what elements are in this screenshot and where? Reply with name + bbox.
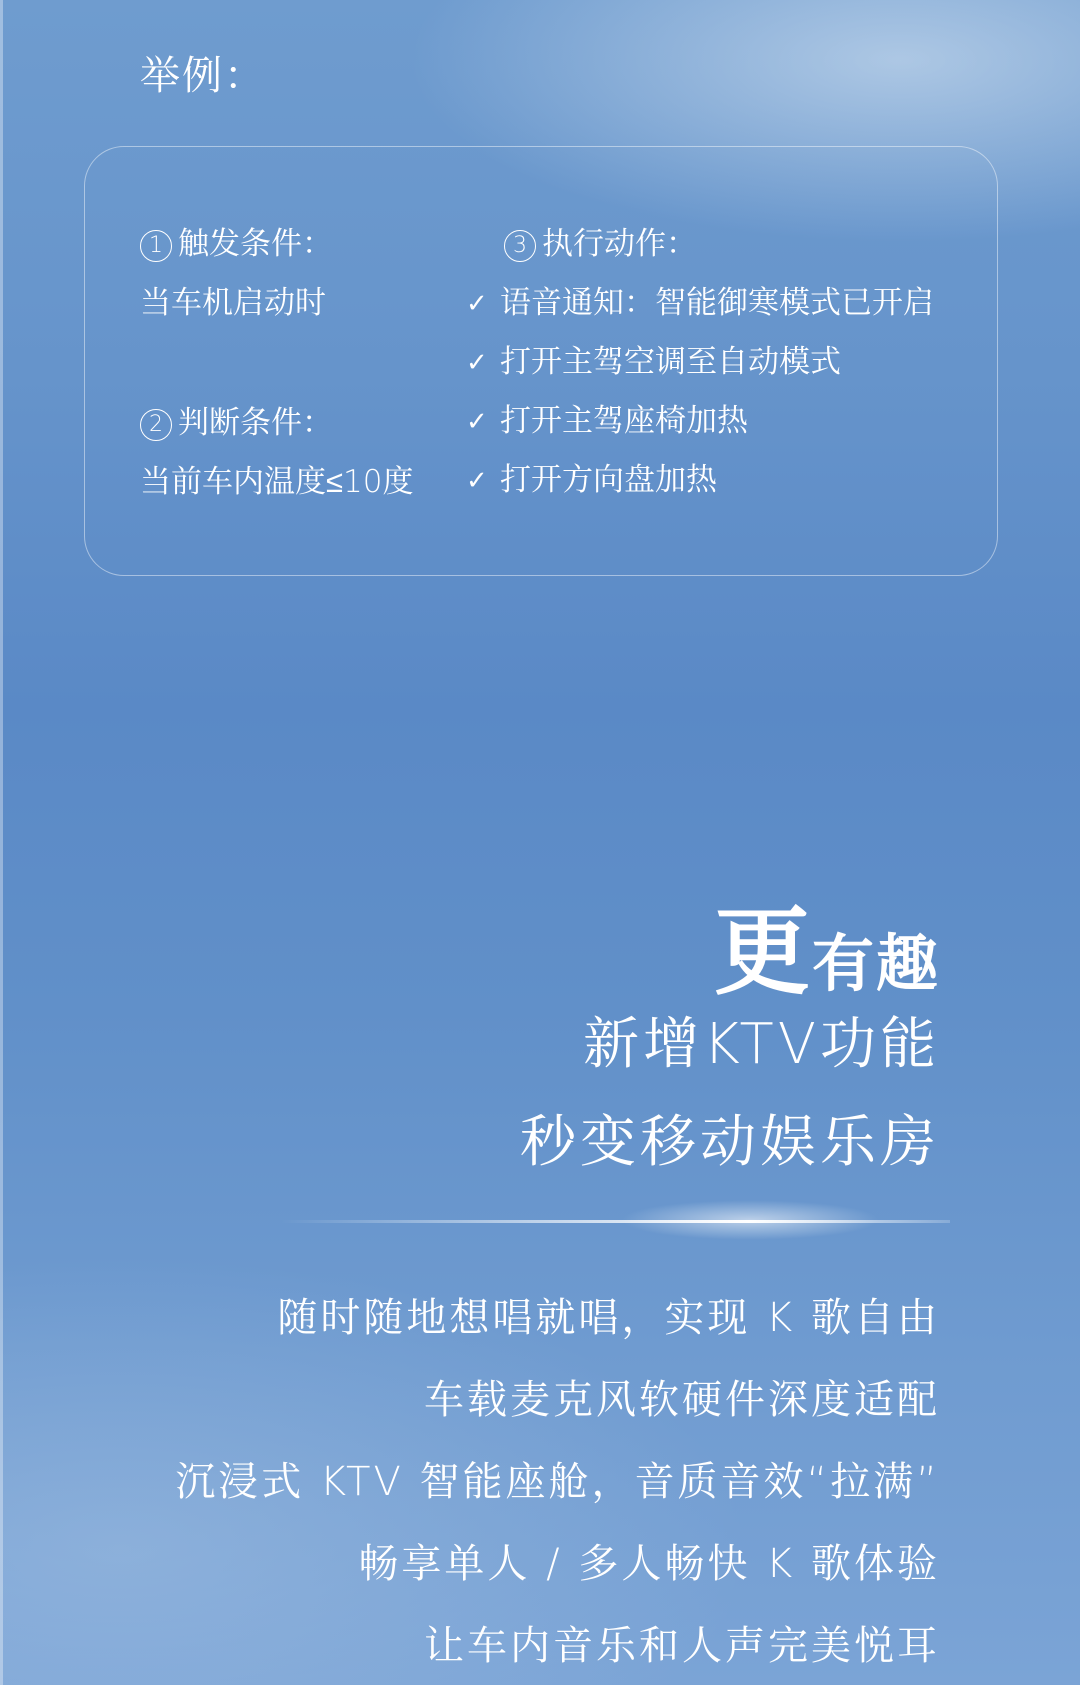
feature-line: 让车内音乐和人声完美悦耳 <box>424 1623 940 1669</box>
feature-line: 车载麦克风软硬件深度适配 <box>424 1377 940 1423</box>
action-item-text: 打开方向盘加热 <box>500 462 717 498</box>
action-item <box>466 401 748 442</box>
judgement-condition-value: 当前车内温度≤10度 <box>140 464 414 500</box>
action-item <box>466 460 717 501</box>
checkmark-icon: ✓ <box>466 348 488 378</box>
judgement-condition-label <box>140 403 333 443</box>
checkmark-icon: ✓ <box>466 407 488 437</box>
checkmark-icon: ✓ <box>466 289 488 319</box>
circled-number-3: 3 <box>504 230 536 262</box>
fun-subtitle-2: 秒变移动娱乐房 <box>520 1110 940 1175</box>
fun-subtitle-1: 新增KTV功能 <box>583 1012 940 1077</box>
feature-line: 随时随地想唱就唱，实现 K 歌自由 <box>277 1295 940 1341</box>
fun-heading-big: 更 <box>713 896 812 1008</box>
action-item-text: 语音通知：智能御寒模式已开启 <box>500 285 934 321</box>
action-item-text: 打开主驾空调至自动模式 <box>500 344 841 380</box>
actions-label-text: 执行动作： <box>542 226 697 262</box>
feature-line: 沉浸式 KTV 智能座舱，音质音效“拉满” <box>175 1459 940 1505</box>
judgement-label-text: 判断条件： <box>178 405 333 441</box>
action-item <box>466 342 841 383</box>
trigger-label-text: 触发条件： <box>178 226 333 262</box>
actions-label <box>504 224 697 264</box>
left-edge-line <box>0 0 3 1685</box>
example-title: 举例： <box>140 53 266 99</box>
circled-number-1: 1 <box>140 230 172 262</box>
circled-number-2: 2 <box>140 409 172 441</box>
trigger-condition-value: 当车机启动时 <box>140 285 326 321</box>
divider-line <box>280 1220 950 1223</box>
fun-heading-small: 有趣 <box>811 927 940 1000</box>
fun-heading <box>714 876 940 1013</box>
action-item-text: 打开主驾座椅加热 <box>500 403 748 439</box>
trigger-condition-label <box>140 224 333 264</box>
action-item <box>466 283 934 324</box>
checkmark-icon: ✓ <box>466 466 488 496</box>
feature-line: 畅享单人 / 多人畅快 K 歌体验 <box>358 1541 940 1587</box>
